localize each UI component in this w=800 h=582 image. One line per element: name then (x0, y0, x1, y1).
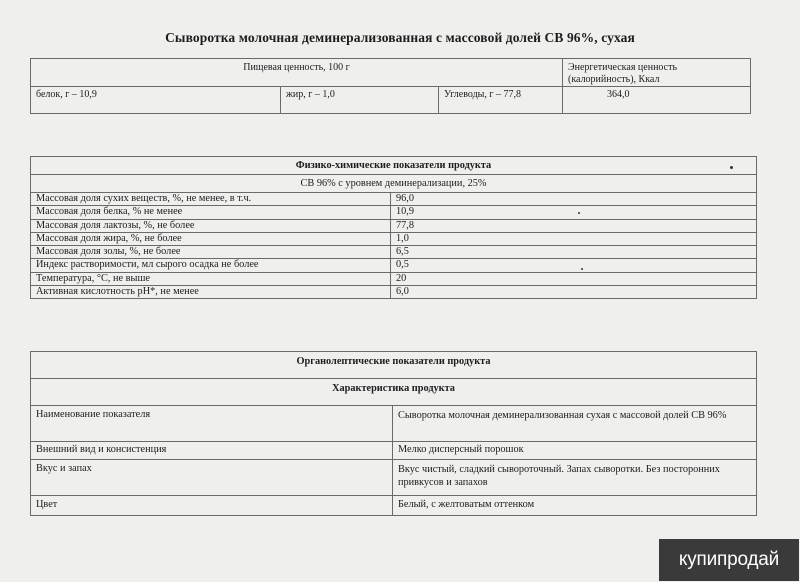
indicator-value: 20 (391, 272, 757, 285)
fat-cell: жир, г – 1,0 (281, 87, 439, 114)
indicator-value: 1,0 (391, 232, 757, 245)
indicator-value: Белый, с желтоватым оттенком (393, 496, 757, 516)
indicator-value: 6,5 (391, 246, 757, 259)
table-row (31, 460, 757, 496)
indicator-value: 0,5 (391, 259, 757, 272)
protein-cell: белок, г – 10,9 (31, 87, 281, 114)
table-row (31, 219, 757, 232)
indicator-name: Массовая доля жира, %, не более (31, 232, 391, 245)
indicator-name: Цвет (31, 496, 393, 516)
indicator-value: 6,0 (391, 286, 757, 299)
organoleptic-subtitle: Характеристика продукта (31, 379, 757, 406)
indicator-name: Индекс растворимости, мл сырого осадка не более (31, 259, 391, 272)
table-row (31, 406, 757, 442)
organoleptic-title: Органолептические показатели продукта (31, 352, 757, 379)
indicator-name: Массовая доля сухих веществ, %, не менее, в т.ч. (31, 193, 391, 206)
energy-header: Энергетическая ценность (калорийность), Ккал (563, 59, 751, 87)
indicator-name: Температура, °С, не выше (31, 272, 391, 285)
indicator-value: 96,0 (391, 193, 757, 206)
physchem-table (30, 156, 757, 299)
nutrition-table (30, 58, 751, 114)
table-row (31, 259, 757, 272)
table-row (31, 496, 757, 516)
watermark-logo: купипродай (659, 539, 799, 581)
document-title: Сыворотка молочная деминерализованная с массовой долей СВ 96%, сухая (165, 30, 635, 45)
indicator-name: Массовая доля золы, %, не более (31, 246, 391, 259)
indicator-name: Массовая доля лактозы, %, не более (31, 219, 391, 232)
indicator-value: Мелко дисперсный порошок (393, 442, 757, 460)
speck (730, 166, 733, 169)
physchem-subtitle: СВ 96% с уровнем деминерализации, 25% (31, 175, 757, 193)
table-row (31, 206, 757, 219)
table-row (31, 232, 757, 245)
indicator-name: Вкус и запах (31, 460, 393, 496)
speck (578, 212, 580, 214)
indicator-name: Активная кислотность рН*, не менее (31, 286, 391, 299)
table-row (31, 193, 757, 206)
indicator-value: Сыворотка молочная деминерализованная сухая с массовой долей СВ 96% (393, 406, 757, 442)
table-row (31, 272, 757, 285)
nutrition-header: Пищевая ценность, 100 г (31, 59, 563, 87)
table-row (31, 286, 757, 299)
energy-value: 364,0 (563, 87, 751, 114)
indicator-value: Вкус чистый, сладкий сывороточный. Запах сыворотки. Без посторонних привкусов и запахов (393, 460, 757, 496)
table-row (31, 442, 757, 460)
indicator-value: 10,9 (391, 206, 757, 219)
indicator-name: Наименование показателя (31, 406, 393, 442)
carbs-cell: Углеводы, г – 77,8 (439, 87, 563, 114)
table-row (31, 246, 757, 259)
physchem-title: Физико-химические показатели продукта (31, 157, 757, 175)
indicator-name: Внешний вид и консистенция (31, 442, 393, 460)
organoleptic-table (30, 351, 757, 516)
indicator-name: Массовая доля белка, % не менее (31, 206, 391, 219)
indicator-value: 77,8 (391, 219, 757, 232)
speck (581, 268, 583, 270)
